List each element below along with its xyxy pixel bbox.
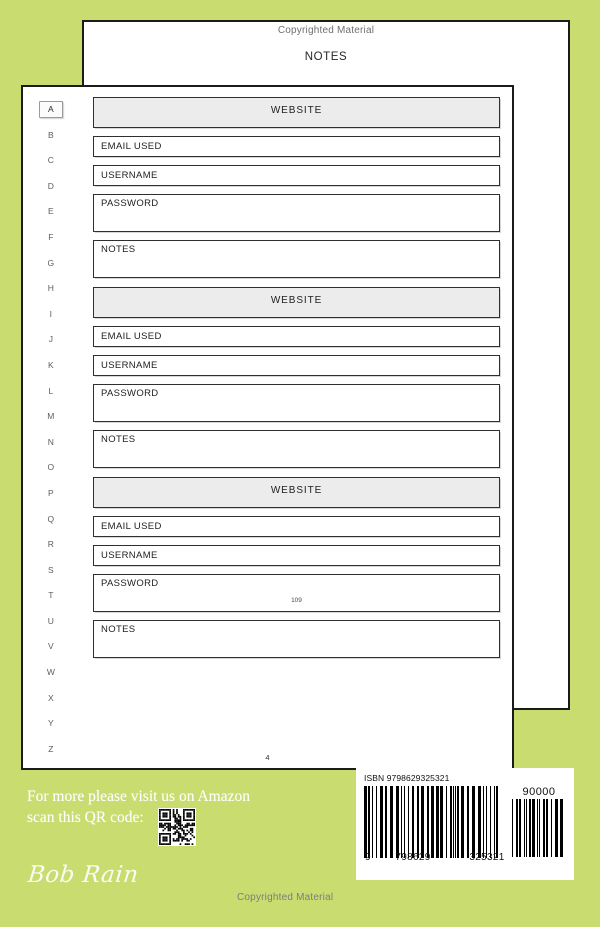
alpha-tab-o[interactable]: O (47, 462, 55, 473)
alpha-tab-y[interactable]: Y (48, 718, 54, 729)
alpha-tab-p[interactable]: P (48, 487, 54, 498)
back-page-number-showthrough: 109 (291, 597, 302, 604)
username-field-label: USERNAME (101, 170, 158, 181)
alpha-tab-j[interactable]: J (48, 334, 54, 345)
promo-line-1: For more please visit us on Amazon (27, 788, 250, 805)
alpha-tab-z[interactable]: Z (48, 743, 54, 754)
alpha-tab-q[interactable]: Q (47, 513, 55, 524)
password-field-label: PASSWORD (101, 388, 159, 399)
website-field[interactable] (93, 477, 500, 508)
ean13-barcode-image (364, 786, 498, 858)
website-field-label: WEBSITE (270, 105, 323, 116)
qr-code-icon[interactable] (158, 808, 196, 846)
password-field-label: PASSWORD (101, 578, 159, 589)
email-used-field-label: EMAIL USED (101, 331, 162, 342)
username-field[interactable] (93, 545, 500, 566)
alphabet-index-rail (31, 97, 71, 754)
alpha-tab-w[interactable]: W (46, 667, 56, 678)
alpha-tab-n[interactable]: N (47, 436, 55, 447)
alpha-tab-u[interactable]: U (47, 615, 55, 626)
alpha-tab-m[interactable]: M (47, 411, 55, 422)
ean-group-1: 798629 (395, 852, 431, 863)
isbn-barcode-block (356, 768, 574, 880)
website-field-label: WEBSITE (270, 485, 323, 496)
email-used-field[interactable] (93, 136, 500, 157)
username-field-label: USERNAME (101, 550, 158, 561)
front-page-number: 4 (265, 753, 270, 762)
ean-group-2: 325321 (469, 852, 505, 863)
notes-field[interactable] (93, 430, 500, 468)
password-field[interactable] (93, 574, 500, 612)
notes-field[interactable] (93, 620, 500, 658)
email-used-field[interactable] (93, 516, 500, 537)
notes-field-label: NOTES (101, 244, 136, 255)
barcode-supplement-image (512, 799, 566, 857)
password-field[interactable] (93, 384, 500, 422)
password-entry (93, 97, 500, 278)
alpha-tab-e[interactable]: E (48, 206, 54, 217)
website-field-label: WEBSITE (270, 295, 323, 306)
password-field-label: PASSWORD (101, 198, 159, 209)
alpha-tab-r[interactable]: R (47, 539, 55, 550)
author-signature: Bob Rain (26, 862, 140, 888)
front-page-sheet (21, 85, 514, 770)
username-field-label: USERNAME (101, 360, 158, 371)
email-used-field[interactable] (93, 326, 500, 347)
notes-field[interactable] (93, 240, 500, 278)
username-field[interactable] (93, 165, 500, 186)
alpha-tab-v[interactable]: V (48, 641, 54, 652)
alpha-tab-h[interactable]: H (47, 283, 55, 294)
back-page-heading: NOTES (304, 51, 348, 63)
website-field[interactable] (93, 97, 500, 128)
barcode-supplement-text: 90000 (522, 786, 556, 798)
isbn-text: ISBN 9798629325321 (364, 773, 450, 783)
ean-lead-digit: 9 (365, 852, 371, 863)
username-field[interactable] (93, 355, 500, 376)
email-used-field-label: EMAIL USED (101, 521, 162, 532)
alpha-tab-x[interactable]: X (48, 692, 54, 703)
alpha-tab-d[interactable]: D (47, 180, 55, 191)
password-entry (93, 287, 500, 468)
copyright-top-label: Copyrighted Material (277, 25, 375, 36)
email-used-field-label: EMAIL USED (101, 141, 162, 152)
website-field[interactable] (93, 287, 500, 318)
notes-field-label: NOTES (101, 434, 136, 445)
password-entry-list (93, 97, 500, 744)
alpha-tab-a[interactable]: A (39, 101, 63, 118)
alpha-tab-k[interactable]: K (48, 359, 54, 370)
alpha-tab-g[interactable]: G (47, 257, 55, 268)
password-entry (93, 477, 500, 658)
alpha-tab-t[interactable]: T (48, 590, 54, 601)
alpha-tab-l[interactable]: L (48, 385, 54, 396)
notes-field-label: NOTES (101, 624, 136, 635)
alpha-tab-i[interactable]: I (49, 308, 53, 319)
alpha-tab-f[interactable]: F (48, 231, 54, 242)
promo-line-2: scan this QR code: (27, 809, 144, 826)
promo-block (27, 786, 347, 846)
copyright-bottom-label: Copyrighted Material (237, 892, 334, 903)
alpha-tab-b[interactable]: B (48, 129, 54, 140)
alpha-tab-c[interactable]: C (47, 155, 55, 166)
alpha-tab-s[interactable]: S (48, 564, 54, 575)
password-field[interactable] (93, 194, 500, 232)
